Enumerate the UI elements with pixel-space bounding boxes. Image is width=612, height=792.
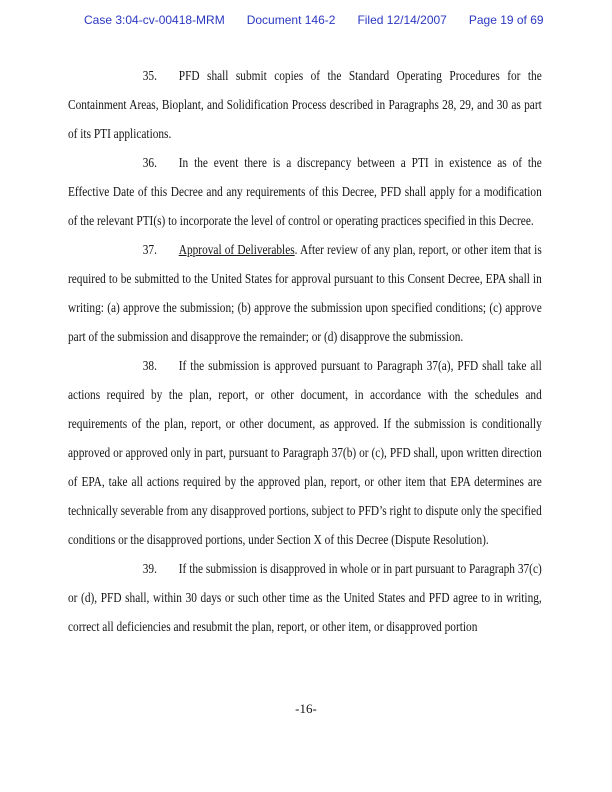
paragraph-number: 35. bbox=[142, 68, 157, 83]
case-number: Case 3:04-cv-00418-MRM bbox=[84, 13, 225, 27]
document-body bbox=[68, 61, 542, 641]
paragraph-number: 39. bbox=[142, 561, 157, 576]
paragraph-39 bbox=[68, 554, 542, 641]
paragraph-text: If the submission is disapproved in whole or in part pursuant to Paragraph 37(c) or (d), PFD shall, within 30 days or such other time as the United States and PFD agree to in writing, correct all deficiencies and resubmit the plan, report, or other item, or disapproved portion bbox=[68, 561, 542, 634]
paragraph-35 bbox=[68, 61, 542, 148]
paragraph-text: . After review of any plan, report, or other item that is required to be submitted to the United States for approval pursuant to this Consent Decree, EPA shall in writing: (a) approve the submission; (b) approve the submission upon specified conditions; (c) approve part of the submission and disapprove the remainder; or (d) disapprove the submission. bbox=[68, 242, 542, 344]
page-number: -16- bbox=[295, 701, 317, 716]
page-indicator: Page 19 of 69 bbox=[468, 13, 544, 27]
document-number: Document 146-2 bbox=[246, 13, 336, 27]
paragraph-number: 38. bbox=[142, 358, 157, 373]
cmecf-header-stamp bbox=[84, 13, 544, 27]
paragraph-number: 36. bbox=[142, 155, 157, 170]
section-heading-approval-of-deliverables: Approval of Deliverables bbox=[178, 242, 295, 257]
filed-date: Filed 12/14/2007 bbox=[357, 13, 447, 27]
paragraph-38 bbox=[68, 351, 542, 554]
paragraph-text: If the submission is approved pursuant to Paragraph 37(a), PFD shall take all actions required by the plan, report, or other document, in accordance with the schedules and requirements of the plan, report, or other document, as approved. If the submission is conditionally approved or approved only in part, pursuant to Paragraph 37(b) or (c), PFD shall, upon written direction of EPA, take all actions required by the approved plan, report, or other item that EPA determines are technically severable from any disapproved portions, subject to PFD’s right to dispute only the specified conditions or the disapproved portions, under Section X of this Decree (Dispute Resolution). bbox=[68, 358, 542, 547]
paragraph-number: 37. bbox=[142, 242, 157, 257]
paragraph-text: PFD shall submit copies of the Standard Operating Procedures for the Containment Areas, Bioplant, and Solidification Process described in Paragraphs 28, 29, and 30 as part of its PTI applications. bbox=[68, 68, 542, 141]
paragraph-37 bbox=[68, 235, 542, 351]
paragraph-36 bbox=[68, 148, 542, 235]
paragraph-text: In the event there is a discrepancy between a PTI in existence as of the Effective Date of this Decree and any requirements of this Decree, PFD shall apply for a modification of the relevant PTI(s) to incorporate the level of control or operating practices specified in this Decree. bbox=[68, 155, 542, 228]
page-number-footer bbox=[0, 701, 612, 717]
